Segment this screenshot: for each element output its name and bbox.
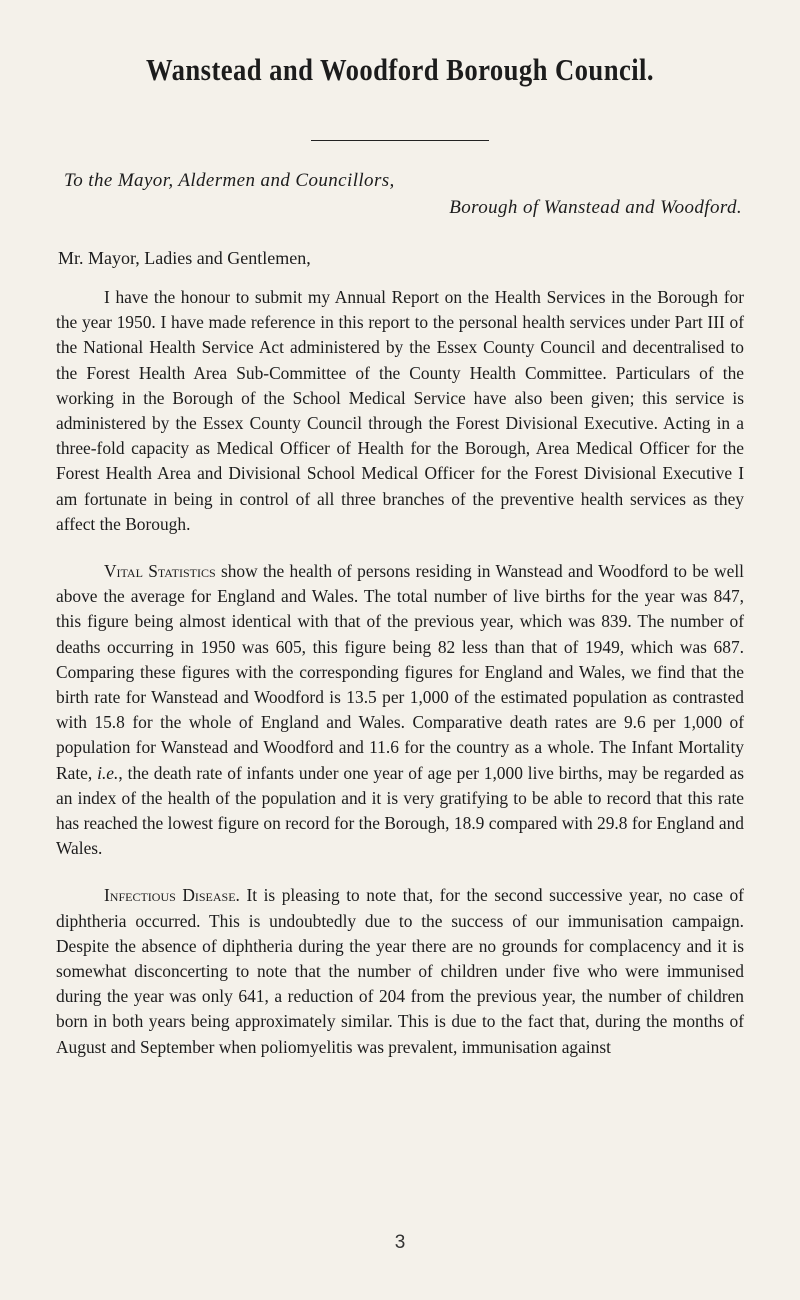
salutation: Mr. Mayor, Ladies and Gentlemen, — [58, 248, 311, 268]
report-page — [56, 52, 744, 1060]
infectious-disease-paragraph — [56, 883, 744, 1059]
infectious-disease-body: It is pleasing to note that, for the second successive year, no case of diphtheria occurred. This is undoubtedly due to the success of our immunisation campaign. Despite the absence of diphtheria during the year there are no grounds for complacency and it is somewhat disconcerting to note that the number of children under five who were immunised during the year was only 641, a reduction of 204 from the previous year, the number of children born in both years being approximately similar. This is due to the fact that, during the months of August and September when poliomyelitis was prevalent, immunisation against — [56, 885, 744, 1057]
infectious-disease-heading: Infectious Disease. — [104, 885, 240, 906]
address-block — [56, 167, 744, 221]
page-number: 3 — [394, 1232, 406, 1253]
vital-statistics-heading: Vital Statistics — [104, 561, 216, 582]
intro-paragraph: I have the honour to submit my Annual Report on the Health Services in the Borough for the year 1950. I have made reference in this report to the personal health services under Part III of the National Health Service Act administered by the Essex County Council and decentralised to the Forest Health Area Sub-Committee of the County Health Committee. Particulars of the working in the Borough of the School Medical Service have also been given; this service is administered by the Essex County Council through the Forest Divisional Executive. Acting in a three-fold capacity as Medical Officer of Health for the Borough, Area Medical Officer for the Forest Health Area and Divisional School Medical Officer for the Forest Divisional Executive I am fortunate in being in control of all three branches of the preventive health services as they affect the Borough. — [56, 287, 744, 534]
address-line-2: Borough of Wanstead and Woodford. — [449, 197, 742, 218]
vital-statistics-paragraph — [56, 559, 744, 861]
vital-statistics-tail: , the death rate of infants under one year of age per 1,000 live births, may be regarded as an index of the health of the population and it is very gratifying to be able to record that this rate has reached the lowest figure on record for the Borough, 18.9 compared with 29.8 for England and Wales. — [56, 762, 744, 859]
title-divider — [311, 140, 489, 141]
address-line-1: To the Mayor, Aldermen and Councillors, — [64, 170, 395, 191]
page-title: Wanstead and Woodford Borough Council. — [146, 52, 654, 87]
vital-statistics-body: show the health of persons residing in Wanstead and Woodford to be well above the average for England and Wales. The total number of live births for the year was 847, this figure being almost identical with that of the previous year, which was 839. The number of deaths occurring in 1950 was 605, this figure being 82 less than that of 1949, which was 687. Comparing these figures with the corresponding figures for England and Wales, we find that the birth rate for Wanstead and Woodford is 13.5 per 1,000 of the estimated population as contrasted with 15.8 for the whole of England and Wales. Comparative death rates are 9.6 per 1,000 of population for Wanstead and Woodford and 11.6 for the country as a whole. The Infant Mortality Rate, — [56, 561, 744, 783]
vital-statistics-ie: i.e. — [97, 762, 119, 783]
